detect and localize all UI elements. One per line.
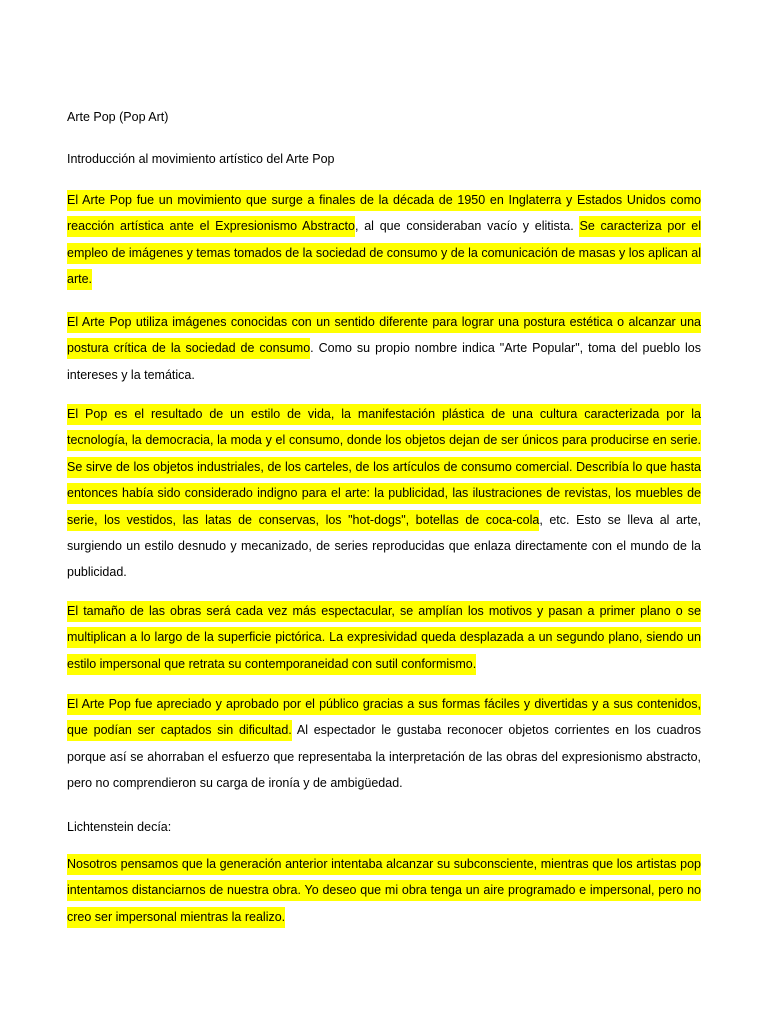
plain-text: Lichtenstein decía: bbox=[67, 820, 172, 834]
highlighted-text: El tamaño de las obras será cada vez más espectacular, se amplían los motivos y pasan a primer plano o se multiplican a lo largo de la superficie pictórica. La expresividad queda desplazada a un segundo plano, siendo un estilo impersonal que retrata su contemporaneidad con sutil conformismo. bbox=[67, 601, 701, 675]
plain-text: , al que consideraban vacío y elitista. bbox=[354, 219, 580, 234]
paragraph-size bbox=[67, 598, 701, 677]
highlighted-text: El Arte Pop fue un movimiento que surge a finales de la década de 1950 en Inglaterra y Estados Unidos como reacción artística ante el Expresionismo Abstracto bbox=[67, 190, 701, 237]
paragraph-quote bbox=[67, 851, 701, 930]
paragraph-reception bbox=[67, 691, 701, 797]
highlighted-text: El Arte Pop fue apreciado y aprobado por el público gracias a sus formas fáciles y divertidas y a sus contenidos, que podían ser captados sin dificultad. bbox=[67, 694, 701, 741]
document-page bbox=[67, 0, 701, 1024]
document-title: Arte Pop (Pop Art) bbox=[67, 110, 169, 124]
highlighted-text: Nosotros pensamos que la generación anterior intentaba alcanzar su subconsciente, mientras que los artistas pop intentamos distanciarnos de nuestra obra. Yo deseo que mi obra tenga un aire programado e impersonal, pero no creo ser impersonal mientras la realizo. bbox=[67, 854, 701, 928]
paragraph-intro bbox=[67, 187, 701, 293]
highlighted-text: El Pop es el resultado de un estilo de vida, la manifestación plástica de una cultura caracterizada por la tecnología, la democracia, la moda y el consumo, donde los objetos dejan de ser únicos para producirse en serie. Se sirve de los objetos industriales, de los carteles, de los artículos de consumo comercial. Describía lo que hasta entonces había sido considerado indigno para el arte: la publicidad, las ilustraciones de revistas, los muebles de serie, los vestidos, las latas de conservas, los "hot-dogs", botellas de coca-cola bbox=[67, 404, 701, 531]
plain-text: . Como su propio nombre indica "Arte Popular", toma del pueblo los intereses y la temática. bbox=[67, 341, 701, 382]
paragraph-lifestyle bbox=[67, 401, 701, 586]
plain-text: , etc. Esto se lleva al arte, surgiendo un estilo desnudo y mecanizado, de series reproducidas que enlaza directamente con el mundo de la publicidad. bbox=[67, 512, 702, 580]
highlighted-text: El Arte Pop utiliza imágenes conocidas con un sentido diferente para lograr una postura estética o alcanzar una postura crítica de la sociedad de consumo bbox=[67, 312, 701, 359]
plain-text: Al espectador le gustaba reconocer objetos corrientes en los cuadros porque así se ahorraban el esfuerzo que representaba la interpretación de las obras del expresionismo abstracto, pero no comprendieron su carga de ironía y de ambigüedad. bbox=[67, 723, 701, 791]
paragraph-quote-intro bbox=[67, 814, 701, 840]
highlighted-text: Se caracteriza por el empleo de imágenes y temas tomados de la sociedad de consumo y de la comunicación de masas y los aplican al arte. bbox=[67, 216, 701, 290]
document-subtitle: Introducción al movimiento artístico del Arte Pop bbox=[67, 152, 335, 166]
paragraph-images bbox=[67, 309, 701, 388]
